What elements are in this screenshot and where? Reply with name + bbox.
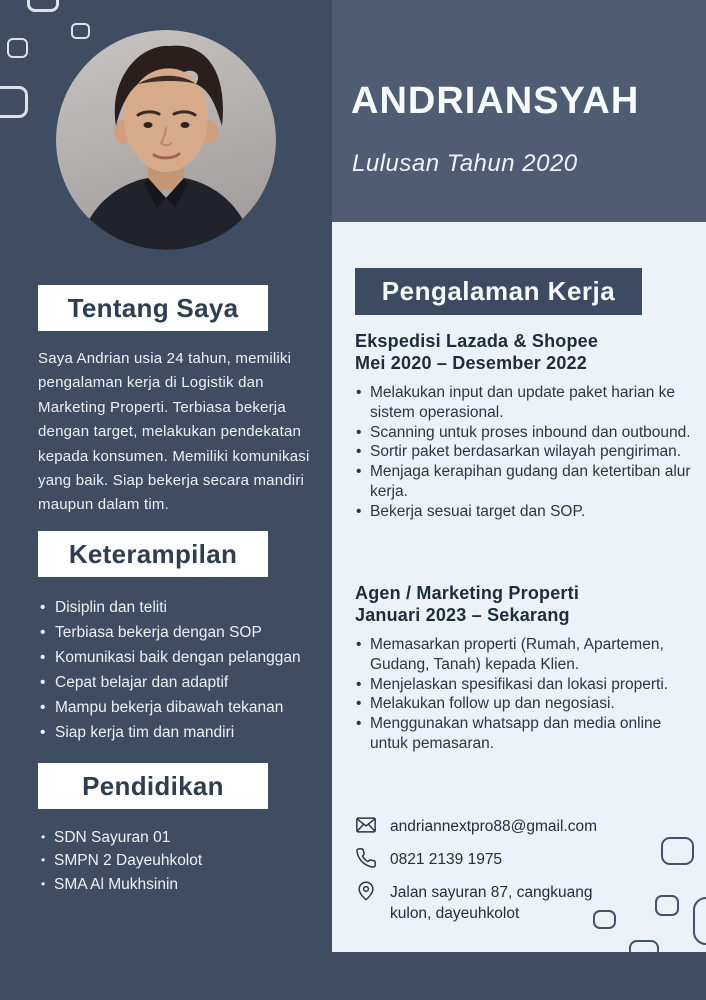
rounded-square-outline bbox=[661, 837, 694, 865]
contact-phone-row bbox=[355, 847, 695, 871]
skills-heading: Keterampilan bbox=[68, 538, 238, 569]
job-role: Ekspedisi Lazada & Shopee bbox=[355, 331, 599, 351]
skill-item: • Terbiasa bekerja dengan SOP bbox=[38, 621, 330, 646]
portrait-illustration bbox=[56, 30, 276, 250]
experience-heading: Pengalaman Kerja bbox=[381, 276, 616, 306]
skill-item: • Komunikasi baik dengan pelanggan bbox=[38, 646, 330, 671]
job-bullet-list bbox=[355, 635, 691, 754]
contact-address-line2: kulon, dayeuhkolot bbox=[390, 905, 520, 922]
rounded-square-outline bbox=[629, 940, 659, 952]
rounded-square-outline bbox=[27, 0, 59, 12]
rounded-square-outline bbox=[693, 897, 706, 945]
job-bullet: • Bekerja sesuai target dan SOP. bbox=[355, 502, 691, 522]
skills-list bbox=[38, 596, 330, 745]
contact-phone: 0821 2139 1975 bbox=[390, 851, 503, 868]
experience-panel bbox=[332, 222, 706, 952]
contact-address-line1: Jalan sayuran 87, cangkuang bbox=[390, 884, 593, 901]
person-name: ANDRIANSYAH bbox=[351, 80, 640, 122]
education-heading: Pendidikan bbox=[82, 770, 224, 801]
job-period: Mei 2020 – Desember 2022 bbox=[355, 353, 587, 373]
education-item: • SMPN 2 Dayeuhkolot bbox=[40, 849, 320, 872]
skills-heading-box bbox=[38, 531, 268, 577]
job-bullet: • Sortir paket berdasarkan wilayah pengiriman. bbox=[355, 442, 691, 462]
rounded-square-outline bbox=[0, 86, 28, 118]
phone-icon bbox=[355, 847, 379, 871]
education-item: • SDN Sayuran 01 bbox=[40, 826, 320, 849]
profile-photo bbox=[56, 30, 276, 250]
job-role: Agen / Marketing Properti bbox=[355, 583, 580, 603]
header bbox=[332, 0, 706, 222]
contact-address bbox=[390, 880, 593, 924]
contact-address-row bbox=[355, 880, 695, 924]
skill-item: • Cepat belajar dan adaptif bbox=[38, 671, 330, 696]
rounded-square-outline bbox=[593, 910, 616, 929]
contact-block bbox=[355, 814, 695, 933]
education-list bbox=[40, 826, 320, 896]
person-subtitle: Lulusan Tahun 2020 bbox=[352, 150, 578, 177]
about-heading-box bbox=[38, 285, 268, 331]
rounded-square-outline bbox=[655, 895, 679, 916]
envelope-icon bbox=[355, 814, 379, 838]
contact-email-row bbox=[355, 814, 695, 838]
skill-item: • Siap kerja tim dan mandiri bbox=[38, 721, 330, 746]
contact-email: andriannextpro88@gmail.com bbox=[390, 818, 598, 835]
rounded-square-outline bbox=[7, 38, 28, 58]
about-heading: Tentang Saya bbox=[67, 292, 239, 323]
job-bullet: • Menggunakan whatsapp dan media online untuk pemasaran. bbox=[355, 714, 691, 754]
job-bullet: • Menjaga kerapihan gudang dan ketertiban alur kerja. bbox=[355, 462, 691, 502]
job-bullet: • Menjelaskan spesifikasi dan lokasi properti. bbox=[355, 675, 691, 695]
about-text: Saya Andrian usia 24 tahun, memiliki pengalaman kerja di Logistik dan Marketing Properti. Terbiasa bekerja dengan target, melakukan pendekatan kepada konsumen. Memiliki komunikasi yang baik. Siap bekerja secara mandiri maupun dalam tim. bbox=[38, 350, 310, 514]
job-entry-agen-properti bbox=[355, 582, 691, 754]
job-bullet: • Melakukan input dan update paket harian ke sistem operasional. bbox=[355, 383, 691, 423]
education-heading-box bbox=[38, 763, 268, 809]
job-bullet: • Melakukan follow up dan negosiasi. bbox=[355, 694, 691, 714]
skill-item: • Mampu bekerja dibawah tekanan bbox=[38, 696, 330, 721]
job-bullet: • Scanning untuk proses inbound dan outbound. bbox=[355, 423, 691, 443]
job-period: Januari 2023 – Sekarang bbox=[355, 605, 570, 625]
job-entry-ekspedisi bbox=[355, 330, 691, 522]
rounded-square-outline bbox=[71, 23, 90, 39]
location-pin-icon bbox=[355, 880, 379, 904]
job-bullet-list bbox=[355, 383, 691, 522]
experience-heading-box bbox=[355, 268, 642, 315]
job-bullet: • Memasarkan properti (Rumah, Apartemen, Gudang, Tanah) kepada Klien. bbox=[355, 635, 691, 675]
skill-item: • Disiplin dan teliti bbox=[38, 596, 330, 621]
education-item: • SMA Al Mukhsinin bbox=[40, 873, 320, 896]
